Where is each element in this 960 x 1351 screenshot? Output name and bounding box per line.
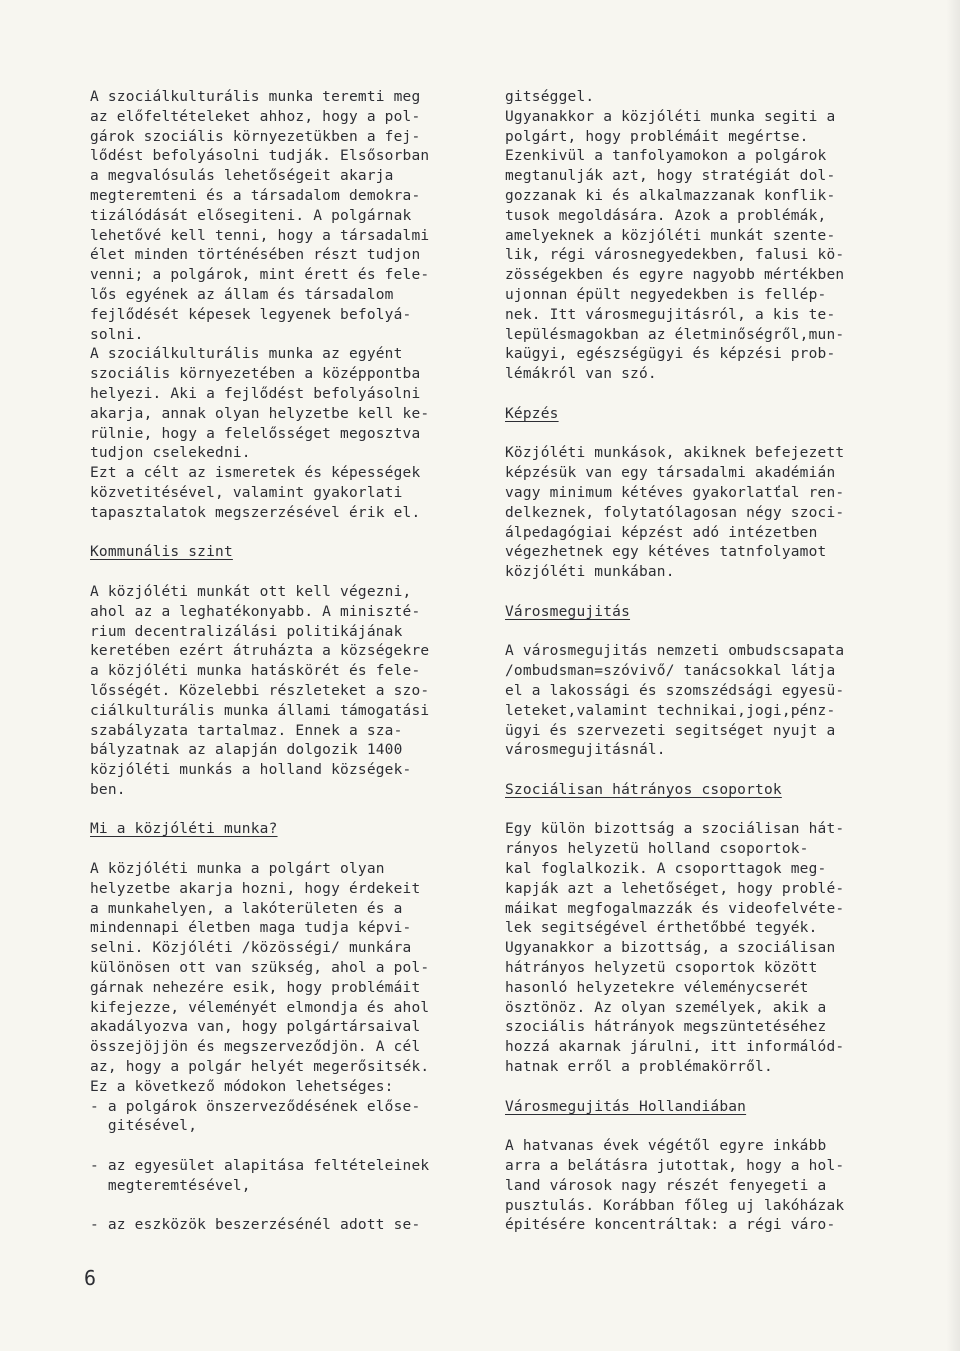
paragraph-gap	[90, 563, 468, 583]
paragraph-gap	[505, 1117, 880, 1137]
text-line: közjóléti munkában.	[505, 564, 675, 581]
text-line: megteremtésével,	[90, 1177, 251, 1194]
text-line: kapják azt a lehetőséget, hogy problé-	[505, 880, 845, 897]
paragraph	[90, 1157, 468, 1197]
text-line: zösségekben és egyre nagyobb mértékben	[505, 267, 845, 284]
text-line: kaügyi, egészségügyi és képzési prob-	[505, 346, 836, 363]
text-line: /ombudsman=szóvivő/ tanácsokkal látja	[505, 663, 836, 680]
text-line: végezhetnek egy kétéves tatnfolyamot	[505, 544, 827, 561]
text-line: Ez a következő módokon lehetséges:	[90, 1078, 394, 1095]
paragraph	[90, 1216, 468, 1236]
text-line: kifejezze, véleményét elmondja és ahol	[90, 999, 430, 1016]
paragraph	[505, 444, 880, 583]
text-line: gitséggel.	[505, 89, 595, 105]
paragraph-gap	[505, 425, 880, 445]
text-line: A közjóléti munka a polgárt olyan	[90, 861, 385, 878]
section-heading: Szociálisan hátrányos csoportok	[505, 781, 782, 798]
text-line: akadályozva van, hogy polgártársaival	[90, 1019, 421, 1036]
text-line: gárok szociális környezetükben a fej-	[90, 128, 421, 145]
text-line: vagy minimum kétéves gyakorlatťal ren-	[505, 484, 845, 501]
section-heading: Képzés	[505, 405, 559, 422]
text-line: ben.	[90, 781, 126, 798]
text-line: szabályzata tartalmaz. Ennek a sza-	[90, 722, 403, 739]
text-line: az előfeltételeket ahhoz, hogy a pol-	[90, 108, 421, 125]
text-line: lik, régi városnegyedekben, falusi kö-	[505, 247, 845, 264]
text-line: szociális környezetében a középpontba	[90, 366, 421, 383]
section-heading: Városmegujitás	[505, 603, 631, 620]
text-line: tizálódását elősegiteni. A polgárnak	[90, 207, 412, 224]
paragraph	[90, 583, 468, 801]
text-line: megteremteni és a társadalom demokra-	[90, 187, 421, 204]
text-line: lepülésmagokban az életminőségről,mun-	[505, 326, 845, 343]
text-line: hasonló helyzetekre véleménycserét	[505, 979, 809, 996]
text-line: - a polgárok önszerveződésének előse-	[90, 1098, 421, 1115]
text-line: mindennapi életben maga tudja képvi-	[90, 920, 412, 937]
text-line: álpedagógiai képzést adó intézetben	[505, 524, 818, 541]
text-line: - az egyesület alapitása feltételeinek	[90, 1158, 430, 1175]
text-line: képzésük van egy társadalmi akadémián	[505, 465, 836, 482]
text-line: pusztulás. Korábban főleg uj lakóházak	[505, 1197, 845, 1214]
text-line: hozzá akarnak járulni, itt informálód-	[505, 1039, 845, 1056]
text-line: - az eszközök beszerzésénél adott se-	[90, 1217, 421, 1234]
text-line: kal foglalkozik. A csoporttagok meg-	[505, 861, 827, 878]
paragraph-gap	[505, 1078, 880, 1098]
text-line: városmegujitásnál.	[505, 742, 666, 759]
paragraph-gap	[505, 385, 880, 405]
text-line: bályzatnak az alapján dolgozik 1400	[90, 742, 403, 759]
text-line: épitésére koncentráltak: a régi váro-	[505, 1217, 836, 1234]
text-line: lős egyének az állam és társadalom	[90, 286, 394, 303]
text-line: tapasztalatok megszerzésével érik el.	[90, 504, 421, 521]
paragraph	[505, 820, 880, 1077]
text-line: lémákról van szó.	[505, 366, 657, 383]
left-column	[90, 88, 468, 1236]
text-line: helyzetbe akarja hozni, hogy érdekeit	[90, 880, 421, 897]
text-line: különösen ott van szükség, ahol a pol-	[90, 960, 430, 977]
section-heading: Városmegujitás Hollandiában	[505, 1098, 747, 1115]
text-line: helyezi. Aki a fejlődést befolyásolni	[90, 385, 421, 402]
paragraph-gap	[505, 583, 880, 603]
text-line: szociális hátrányok megszüntetéséhez	[505, 1019, 827, 1036]
text-line: a közjóléti munka hatáskörét és fele-	[90, 663, 421, 680]
paragraph	[90, 88, 468, 524]
text-line: delkeznek, folytatólagosan négy szoci-	[505, 504, 845, 521]
text-line: közjóléti munkás a holland községek-	[90, 762, 412, 779]
text-line: A szociálkulturális munka az egyént	[90, 346, 403, 363]
text-line: ahol az a leghatékonyabb. A miniszté-	[90, 603, 421, 620]
text-line: ösztönöz. Az olyan személyek, akik a	[505, 999, 827, 1016]
text-line: land városok nagy részét fenyegeti a	[505, 1177, 827, 1194]
text-line: arra a belátásra jutottak, hogy a hol-	[505, 1158, 845, 1175]
text-line: A városmegujitás nemzeti ombudscsapata	[505, 643, 845, 660]
text-line: keretében ezért átruházta a községekre	[90, 643, 430, 660]
text-line: tudjon cselekedni.	[90, 445, 251, 462]
text-line: el a lakossági és szomszédsági egyesü-	[505, 682, 845, 699]
paragraph-gap	[505, 623, 880, 643]
text-line: Ugyanakkor a közjóléti munka segiti a	[505, 108, 836, 125]
text-line: solni.	[90, 326, 144, 343]
paragraph-gap	[90, 524, 468, 544]
paragraph-gap	[505, 801, 880, 821]
paragraph	[90, 860, 468, 1137]
text-line: ujonnan épült negyedekben is fellép-	[505, 286, 827, 303]
paragraph	[505, 88, 880, 385]
text-line: leteket,valamint technikai,jogi,pénz-	[505, 702, 836, 719]
text-line: amelyeknek a közjóléti munkát szente-	[505, 227, 836, 244]
text-line: ügyi és szervezeti segitséget nyujt a	[505, 722, 836, 739]
text-line: nek. Itt városmegujitásról, a kis te-	[505, 306, 836, 323]
text-line: Ugyanakkor a bizottság, a szociálisan	[505, 940, 836, 957]
text-line: fejlődését képesek legyenek befolyá-	[90, 306, 412, 323]
text-line: az, hogy a polgár helyét megerősitsék.	[90, 1059, 430, 1076]
text-line: venni; a polgárok, mint érett és fele-	[90, 267, 430, 284]
text-line: Egy külön bizottság a szociálisan hát-	[505, 821, 845, 838]
text-line: Ezenkivül a tanfolyamokon a polgárok	[505, 148, 827, 165]
text-line: összejöjjön és megszerveződjön. A cél	[90, 1039, 421, 1056]
paragraph-gap	[90, 840, 468, 860]
text-line: a megvalósulás lehetőségeit akarja	[90, 168, 394, 185]
text-line: gitésével,	[90, 1118, 198, 1135]
text-line: rium decentralizálási politikájának	[90, 623, 403, 640]
paragraph	[505, 1137, 880, 1236]
paragraph-gap	[505, 761, 880, 781]
text-line: polgárt, hogy problémáit megértse.	[505, 128, 809, 145]
text-line: máikat megfogalmazzák és videofelvéte-	[505, 900, 845, 917]
text-line: gárnak nehezére esik, hogy problémáit	[90, 979, 421, 996]
text-line: rányos helyzetü holland csoportok-	[505, 841, 809, 858]
text-line: lősségét. Közelebbi részleteket a szo-	[90, 682, 430, 699]
text-line: közvetitésével, valamint gyakorlati	[90, 484, 403, 501]
text-line: Közjóléti munkások, akiknek befejezett	[505, 445, 845, 462]
text-line: lek segitségével érthetőbbé tegyék.	[505, 920, 818, 937]
text-line: a munkahelyen, a lakóterületen és a	[90, 900, 403, 917]
text-line: lehetővé kell tenni, hogy a társadalmi	[90, 227, 430, 244]
text-line: rülnie, hogy a felelősséget megosztva	[90, 425, 421, 442]
text-line: lődést befolyásolni tudják. Elsősorban	[90, 148, 430, 165]
paragraph-gap	[90, 801, 468, 821]
text-line: A közjóléti munkát ott kell végezni,	[90, 583, 412, 600]
text-line: A szociálkulturális munka teremti meg	[90, 89, 421, 105]
text-line: akarja, annak olyan helyzetbe kell ke-	[90, 405, 430, 422]
text-line: Ezt a célt az ismeretek és képességek	[90, 465, 421, 482]
page-edge-shadow	[946, 0, 960, 1351]
text-line: élet minden történésében részt tudjon	[90, 247, 421, 264]
right-column	[505, 88, 880, 1236]
paragraph	[505, 642, 880, 761]
text-line: megtanulják azt, hogy stratégiát dol-	[505, 168, 836, 185]
text-line: selni. Közjóléti /közösségi/ munkára	[90, 940, 412, 957]
text-line: A hatvanas évek végétől egyre inkább	[505, 1138, 827, 1155]
text-line: tusok megoldására. Azok a problémák,	[505, 207, 827, 224]
paragraph-gap	[90, 1137, 468, 1157]
text-line: hatnak erről a problémakörről.	[505, 1059, 773, 1076]
text-line: gozzanak ki és alkalmazzanak konflik-	[505, 187, 836, 204]
paragraph-gap	[90, 1197, 468, 1217]
section-heading: Kommunális szint	[90, 544, 233, 561]
section-heading: Mi a közjóléti munka?	[90, 821, 278, 838]
text-line: hátrányos helyzetü csoportok között	[505, 960, 818, 977]
page-number: 6	[84, 1266, 97, 1290]
text-line: ciálkulturális munka állami támogatási	[90, 702, 430, 719]
